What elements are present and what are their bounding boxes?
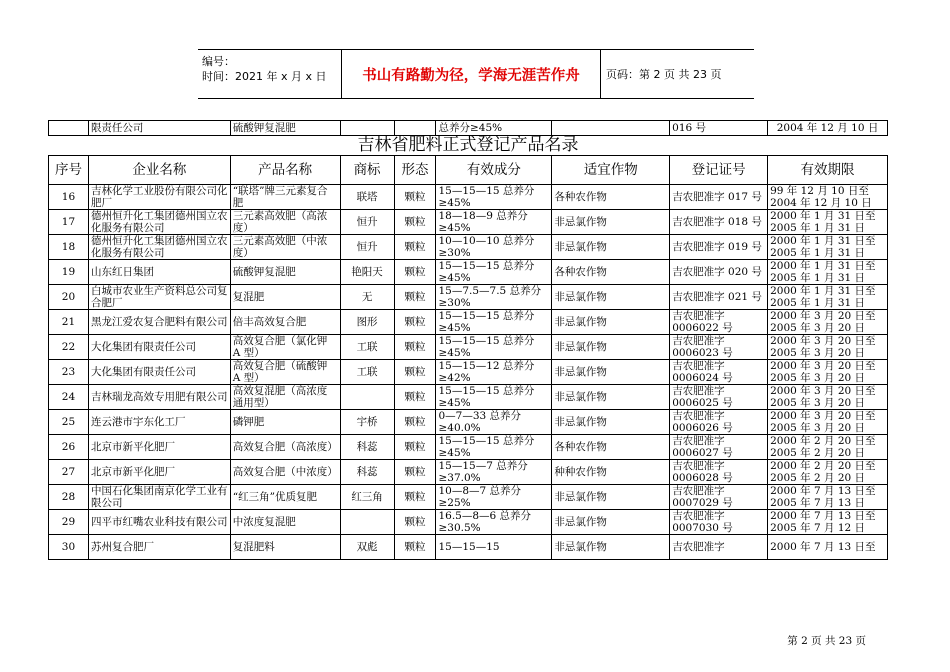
company-cell: 德州恒升化工集团德州国立农化服务有限公司 — [88, 235, 230, 260]
cert-cell: 016 号 — [670, 121, 768, 136]
row-number-cell: 18 — [49, 235, 89, 260]
cert-cell: 吉农肥准字 0006022 号 — [670, 310, 768, 335]
crop-cell: 非忌氯作物 — [552, 385, 670, 410]
company-cell: 大化集团有限责任公司 — [88, 360, 230, 385]
date-cell: 2000 年 1 月 31 日至 2005 年 1 月 31 日 — [768, 285, 888, 310]
company-cell: 四平市红嘴农业科技有限公司 — [88, 510, 230, 535]
content-cell: 18—18—9 总养分≥45% — [436, 210, 552, 235]
date-cell: 2000 年 7 月 13 日至 2005 年 7 月 12 日 — [768, 510, 888, 535]
content-cell: 15—15—15 总养分≥45% — [436, 310, 552, 335]
row-number-cell: 22 — [49, 335, 89, 360]
row-number-cell: 20 — [49, 285, 89, 310]
column-header: 有效期限 — [768, 156, 888, 185]
product-cell: 硫酸钾复混肥 — [230, 121, 340, 136]
previous-table-tail — [48, 120, 888, 136]
date-cell: 2000 年 3 月 20 日至 2005 年 3 月 20 日 — [768, 360, 888, 385]
product-cell: 复混肥料 — [230, 535, 340, 560]
company-cell: 白城市农业生产资料总公司复合肥厂 — [88, 285, 230, 310]
crop-cell: 各种农作物 — [552, 185, 670, 210]
product-cell: “联塔”牌三元素复合肥 — [230, 185, 340, 210]
table-row — [49, 410, 888, 435]
content-cell: 15—15—15 总养分≥45% — [436, 385, 552, 410]
product-cell: 复混肥 — [230, 285, 340, 310]
form-cell: 颗粒 — [394, 385, 436, 410]
form-cell: 颗粒 — [394, 285, 436, 310]
product-cell: 硫酸钾复混肥 — [230, 260, 340, 285]
brand-cell: 艳阳天 — [340, 260, 394, 285]
header-motto: 书山有路勤为径，学海无涯苦作舟 — [341, 50, 601, 98]
crop-cell: 非忌氯作物 — [552, 410, 670, 435]
product-cell: 高效复混肥（高浓度通用型） — [230, 385, 340, 410]
content-cell: 15—15—15 — [436, 535, 552, 560]
id-label: 编号： — [202, 55, 235, 68]
product-cell: 高效复合肥（氯化钾 A 型） — [230, 335, 340, 360]
form-cell: 颗粒 — [394, 260, 436, 285]
table-row — [49, 435, 888, 460]
date-cell: 2000 年 7 月 13 日至 2005 年 7 月 13 日 — [768, 485, 888, 510]
company-cell: 吉林瑞龙高效专用肥有限公司 — [88, 385, 230, 410]
company-cell: 吉林化学工业股份有限公司化肥厂 — [88, 185, 230, 210]
table-row — [49, 460, 888, 485]
content-cell: 15—7.5—7.5 总养分≥30% — [436, 285, 552, 310]
cert-cell: 吉农肥准字 0007030 号 — [670, 510, 768, 535]
crop-cell: 非忌氯作物 — [552, 310, 670, 335]
form-cell: 颗粒 — [394, 310, 436, 335]
row-number-cell: 30 — [49, 535, 89, 560]
content-cell: 15—15—15 总养分≥45% — [436, 435, 552, 460]
row-number-cell: 23 — [49, 360, 89, 385]
row-number-cell: 25 — [49, 410, 89, 435]
page-footer: 第 2 页 共 23 页 — [787, 635, 866, 647]
form-cell: 颗粒 — [394, 410, 436, 435]
form-cell: 颗粒 — [394, 335, 436, 360]
table-header-row — [49, 156, 888, 185]
table-title: 吉林省肥料正式登记产品名录 — [357, 135, 579, 155]
date-cell: 2000 年 1 月 31 日至 2005 年 1 月 31 日 — [768, 260, 888, 285]
brand-cell: 双彪 — [340, 535, 394, 560]
content-cell: 15—15—15 总养分≥45% — [436, 185, 552, 210]
table-row — [49, 385, 888, 410]
row-number-cell: 17 — [49, 210, 89, 235]
row-number-cell: 24 — [49, 385, 89, 410]
date-cell: 2000 年 2 月 20 日至 2005 年 2 月 20 日 — [768, 435, 888, 460]
cert-cell: 吉农肥准字 0007029 号 — [670, 485, 768, 510]
table-row — [49, 310, 888, 335]
content-cell: 15—15—12 总养分≥42% — [436, 360, 552, 385]
header-page-label: 页码：第 2 页 共 23 页 — [606, 68, 722, 81]
cert-cell: 吉农肥准字 021 号 — [670, 285, 768, 310]
column-header: 产品名称 — [230, 156, 340, 185]
header-meta — [198, 50, 341, 98]
cert-cell: 吉农肥准字 0006028 号 — [670, 460, 768, 485]
column-header: 有效成分 — [436, 156, 552, 185]
table-row — [49, 260, 888, 285]
form-cell: 颗粒 — [394, 185, 436, 210]
form-cell: 颗粒 — [394, 510, 436, 535]
brand-cell: 图形 — [340, 310, 394, 335]
cert-cell: 吉农肥准字 0006026 号 — [670, 410, 768, 435]
company-cell: 大化集团有限责任公司 — [88, 335, 230, 360]
content-cell: 0—7—33 总养分≥40.0% — [436, 410, 552, 435]
crop-cell: 非忌氯作物 — [552, 535, 670, 560]
crop-cell: 非忌氯作物 — [552, 485, 670, 510]
brand-cell: 工联 — [340, 335, 394, 360]
cert-cell: 吉农肥准字 018 号 — [670, 210, 768, 235]
content-cell: 10—10—10 总养分≥30% — [436, 235, 552, 260]
crop-cell: 种种农作物 — [552, 460, 670, 485]
cert-cell: 吉农肥准字 019 号 — [670, 235, 768, 260]
form-cell: 颗粒 — [394, 210, 436, 235]
cert-cell: 吉农肥准字 020 号 — [670, 260, 768, 285]
row-number-cell: 27 — [49, 460, 89, 485]
brand-cell: 无 — [340, 285, 394, 310]
row-number-cell: 16 — [49, 185, 89, 210]
crop-cell: 各种农作物 — [552, 260, 670, 285]
date-cell: 2000 年 1 月 31 日至 2005 年 1 月 31 日 — [768, 235, 888, 260]
column-header: 企业名称 — [88, 156, 230, 185]
row-number-cell: 26 — [49, 435, 89, 460]
brand-cell — [340, 510, 394, 535]
product-cell: 磷钾肥 — [230, 410, 340, 435]
time-label: 时间：2021 年 x 月 x 日 — [202, 70, 327, 83]
date-cell: 2000 年 7 月 13 日至 — [768, 535, 888, 560]
form-cell: 颗粒 — [394, 460, 436, 485]
content-cell: 15—15—15 总养分≥45% — [436, 335, 552, 360]
table-row — [49, 185, 888, 210]
form-cell: 颗粒 — [394, 485, 436, 510]
date-cell: 2000 年 3 月 20 日至 2005 年 3 月 20 日 — [768, 410, 888, 435]
brand-cell — [340, 385, 394, 410]
cert-cell: 吉农肥准字 0006024 号 — [670, 360, 768, 385]
table-row — [49, 535, 888, 560]
table-row — [49, 485, 888, 510]
product-cell: 倍丰高效复合肥 — [230, 310, 340, 335]
column-header: 商标 — [340, 156, 394, 185]
company-cell: 山东红日集团 — [88, 260, 230, 285]
brand-cell: 恒升 — [340, 235, 394, 260]
cert-cell: 吉农肥准字 0006023 号 — [670, 335, 768, 360]
crop-cell: 非忌氯作物 — [552, 285, 670, 310]
brand-cell: 恒升 — [340, 210, 394, 235]
cert-cell: 吉农肥准字 0006027 号 — [670, 435, 768, 460]
column-header: 适宜作物 — [552, 156, 670, 185]
cert-cell: 吉农肥准字 — [670, 535, 768, 560]
column-header: 登记证号 — [670, 156, 768, 185]
column-header: 序号 — [49, 156, 89, 185]
company-cell: 苏州复合肥厂 — [88, 535, 230, 560]
product-table — [48, 155, 888, 560]
cert-cell: 吉农肥准字 0006025 号 — [670, 385, 768, 410]
company-cell: 北京市新平化肥厂 — [88, 435, 230, 460]
company-cell: 德州恒升化工集团德州国立农化服务有限公司 — [88, 210, 230, 235]
company-cell: 黑龙江爱农复合肥料有限公司 — [88, 310, 230, 335]
company-cell: 北京市新平化肥厂 — [88, 460, 230, 485]
content-cell: 16.5—8—6 总养分≥30.5% — [436, 510, 552, 535]
crop-cell: 非忌氯作物 — [552, 210, 670, 235]
table-row — [49, 335, 888, 360]
product-cell: “红三角”优质复肥 — [230, 485, 340, 510]
company-cell: 中国石化集团南京化学工业有限公司 — [88, 485, 230, 510]
content-cell: 15—15—7 总养分≥37.0% — [436, 460, 552, 485]
product-cell: 高效复合肥（硫酸钾 A 型） — [230, 360, 340, 385]
form-cell: 颗粒 — [394, 360, 436, 385]
column-header: 形态 — [394, 156, 436, 185]
date-cell: 2000 年 2 月 20 日至 2005 年 2 月 20 日 — [768, 460, 888, 485]
crop-cell: 非忌氯作物 — [552, 510, 670, 535]
brand-cell: 宇桥 — [340, 410, 394, 435]
crop-cell: 各种农作物 — [552, 435, 670, 460]
company-cell: 连云港市宇东化工厂 — [88, 410, 230, 435]
form-cell: 颗粒 — [394, 535, 436, 560]
content-cell: 15—15—15 总养分≥45% — [436, 260, 552, 285]
date-cell: 99 年 12 月 10 日至 2004 年 12 月 10 日 — [768, 185, 888, 210]
row-number-cell: 21 — [49, 310, 89, 335]
company-cell: 限责任公司 — [88, 121, 230, 136]
table-row — [49, 235, 888, 260]
product-cell: 高效复合肥（高浓度） — [230, 435, 340, 460]
row-number-cell: 28 — [49, 485, 89, 510]
date-cell: 2000 年 3 月 20 日至 2005 年 3 月 20 日 — [768, 310, 888, 335]
brand-cell: 工联 — [340, 360, 394, 385]
date-cell: 2004 年 12 月 10 日 — [768, 121, 888, 136]
product-cell: 中浓度复混肥 — [230, 510, 340, 535]
brand-cell: 科蕊 — [340, 435, 394, 460]
brand-cell: 科蕊 — [340, 460, 394, 485]
crop-cell: 非忌氯作物 — [552, 235, 670, 260]
form-cell: 颗粒 — [394, 235, 436, 260]
form-cell: 颗粒 — [394, 435, 436, 460]
table-row — [49, 360, 888, 385]
content-cell: 总养分≥45% — [436, 121, 552, 136]
content-cell: 10—8—7 总养分≥25% — [436, 485, 552, 510]
row-number-cell: 19 — [49, 260, 89, 285]
brand-cell: 红三角 — [340, 485, 394, 510]
date-cell: 2000 年 3 月 20 日至 2005 年 3 月 20 日 — [768, 335, 888, 360]
product-cell: 三元素高效肥（中浓度） — [230, 235, 340, 260]
crop-cell: 非忌氯作物 — [552, 335, 670, 360]
table-row — [49, 510, 888, 535]
table-row — [49, 210, 888, 235]
cert-cell: 吉农肥准字 017 号 — [670, 185, 768, 210]
document-header — [198, 49, 754, 99]
date-cell: 2000 年 1 月 31 日至 2005 年 1 月 31 日 — [768, 210, 888, 235]
brand-cell: 联塔 — [340, 185, 394, 210]
table-row — [49, 121, 888, 136]
product-cell: 三元素高效肥（高浓度） — [230, 210, 340, 235]
row-number-cell: 29 — [49, 510, 89, 535]
table-row — [49, 285, 888, 310]
product-cell: 高效复合肥（中浓度） — [230, 460, 340, 485]
date-cell: 2000 年 3 月 20 日至 2005 年 3 月 20 日 — [768, 385, 888, 410]
crop-cell: 非忌氯作物 — [552, 360, 670, 385]
